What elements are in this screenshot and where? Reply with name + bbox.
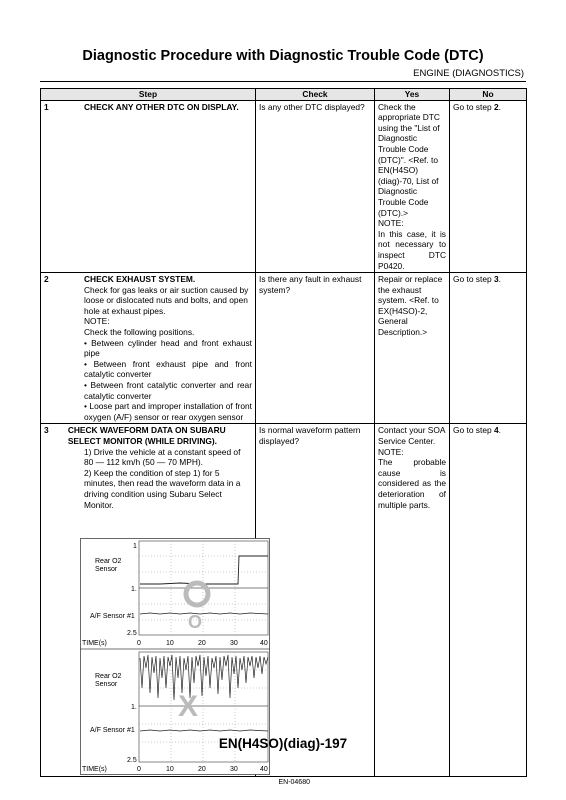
no-cell bbox=[450, 273, 527, 424]
note-bullet: • Between cylinder head and front exhaust pipe bbox=[84, 337, 252, 359]
time-tick: 10 bbox=[166, 766, 174, 774]
note-label: NOTE: bbox=[84, 316, 110, 327]
note-intro: Check the following positions. bbox=[84, 327, 195, 338]
top-y-tick: 1 bbox=[133, 543, 137, 551]
table-header-row bbox=[41, 89, 527, 101]
time-axis-label: TIME(s) bbox=[82, 640, 107, 648]
figure-id: EN-04680 bbox=[278, 778, 310, 786]
note-bullet: • Between front catalytic converter and rear catalytic converter bbox=[84, 380, 252, 401]
step-number: 1 bbox=[44, 101, 49, 112]
step-body-1: 1) Drive the vehicle at a constant speed of 80 — 112 km/h (50 — 70 MPH). bbox=[84, 446, 241, 468]
time-tick: 40 bbox=[260, 766, 268, 774]
yes-note-label: NOTE: bbox=[378, 446, 404, 457]
step-title: CHECK EXHAUST SYSTEM. bbox=[84, 274, 196, 285]
column-header-no: No bbox=[450, 89, 527, 101]
check-cell: Is there any fault in exhaust system? bbox=[256, 273, 375, 424]
column-header-yes: Yes bbox=[375, 89, 450, 101]
top-y-tick-low: 2.5 bbox=[127, 630, 137, 638]
no-text-end: . bbox=[498, 425, 501, 436]
ng-mark-icon: X bbox=[178, 690, 199, 724]
yes-note-label: NOTE: bbox=[378, 218, 404, 229]
yes-text: Check the appropriate DTC using the "List of Diagnostic Trouble Code (DTC)". <Ref. to EN(H4SO)(diag)-70, List of Diagnostic Trouble Code (DTC).> bbox=[378, 101, 440, 218]
note-bullet: • Between front exhaust pipe and front catalytic converter bbox=[84, 358, 252, 380]
af-sensor-label: A/F Sensor #1 bbox=[90, 613, 135, 621]
no-step-link[interactable]: 2 bbox=[493, 101, 499, 112]
yes-note-text: The probable cause is considered as the deterioration of multiple parts. bbox=[378, 457, 446, 510]
step-cell bbox=[41, 100, 256, 273]
no-cell bbox=[450, 424, 527, 777]
time-tick: 40 bbox=[260, 640, 268, 648]
yes-note-text: In this case, it is not necessary to inspect DTC P0420. bbox=[378, 228, 446, 271]
header-rule bbox=[40, 81, 526, 82]
step-title: CHECK ANY OTHER DTC ON DISPLAY. bbox=[84, 101, 239, 112]
no-text: Go to step bbox=[453, 425, 494, 436]
check-cell: Is normal waveform pattern displayed? bbox=[256, 424, 375, 777]
column-header-step: Step bbox=[41, 89, 256, 101]
time-tick: 20 bbox=[198, 766, 206, 774]
no-step-link[interactable]: 4 bbox=[493, 425, 499, 436]
yes-cell bbox=[375, 424, 450, 777]
step-body-2: 2) Keep the condition of step 1) for 5 minutes, then read the waveform data in a driving condition using Subaru Select Monitor. bbox=[84, 467, 241, 510]
table-row bbox=[41, 273, 527, 424]
time-tick: 30 bbox=[230, 640, 238, 648]
column-header-check: Check bbox=[256, 89, 375, 101]
rear-o2-label-line1: Rear O2 bbox=[95, 558, 122, 566]
step-title: CHECK WAVEFORM DATA ON SUBARU SELECT MONITOR (WHILE DRIVING). bbox=[67, 425, 226, 446]
no-text-end: . bbox=[498, 274, 501, 285]
rear-o2-label-line2: Sensor bbox=[95, 566, 118, 574]
top-y-tick-mid: 1. bbox=[131, 586, 137, 594]
table-row bbox=[41, 424, 527, 777]
rear-o2-label-line2: Sensor bbox=[95, 681, 118, 689]
page-number: EN(H4SO)(diag)-197 bbox=[218, 736, 348, 751]
section-label: ENGINE (DIAGNOSTICS) bbox=[413, 68, 524, 79]
time-tick: 30 bbox=[230, 766, 238, 774]
page-title: Diagnostic Procedure with Diagnostic Trouble Code (DTC) bbox=[82, 48, 484, 64]
yes-cell bbox=[375, 100, 450, 273]
bottom-y-tick-mid: 1. bbox=[131, 704, 137, 712]
step-number: 2 bbox=[44, 274, 49, 285]
no-cell bbox=[450, 100, 527, 273]
time-tick: 10 bbox=[166, 640, 174, 648]
check-cell: Is any other DTC displayed? bbox=[256, 100, 375, 273]
diagnostic-procedure-table bbox=[40, 88, 527, 786]
step-number: 3 bbox=[44, 425, 49, 436]
time-tick: 20 bbox=[198, 640, 206, 648]
step-cell bbox=[41, 273, 256, 424]
no-text: Go to step bbox=[453, 274, 494, 285]
no-text: Go to step bbox=[453, 101, 494, 112]
no-text-end: . bbox=[498, 101, 501, 112]
time-tick: 0 bbox=[137, 766, 141, 774]
yes-text: Contact your SOA Service Center. bbox=[378, 425, 446, 446]
table-row bbox=[41, 100, 527, 273]
rear-o2-label-line1: Rear O2 bbox=[95, 673, 122, 681]
bottom-y-tick-low: 2.5 bbox=[127, 757, 137, 765]
time-axis-label: TIME(s) bbox=[82, 766, 107, 774]
no-step-link[interactable]: 3 bbox=[493, 274, 499, 285]
af-sensor-label: A/F Sensor #1 bbox=[90, 727, 135, 735]
note-bullet: • Loose part and improper installation of front oxygen (A/F) sensor or rear oxygen sensor bbox=[84, 401, 252, 422]
ok-mark-label: O bbox=[188, 612, 203, 633]
time-tick: 0 bbox=[137, 640, 141, 648]
yes-cell: Repair or replace the exhaust system. <Ref. to EX(H4SO)-2, General Description.> bbox=[375, 273, 450, 424]
step-body: Check for gas leaks or air suction caused by loose or dislocated nuts and bolts, and open hole at exhaust pipes. bbox=[84, 284, 249, 316]
